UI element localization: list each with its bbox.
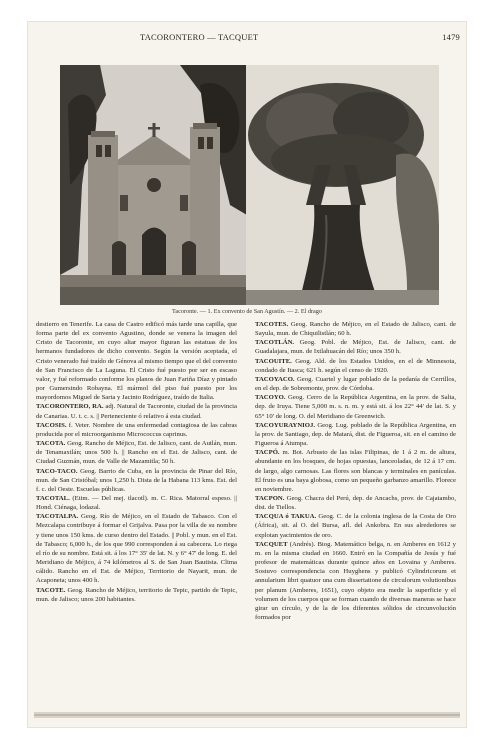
entry-headword: TACOUITE. (255, 357, 292, 365)
text-column-left (36, 320, 237, 692)
right-column-entry (255, 494, 456, 512)
entry-text: Geog. Cuartel y lugar poblado de la pedanía de Cerrillos, en el dep. de Sobremonte, prov. de Córdoba. (255, 375, 456, 393)
entry-text: Geog. Barrio de Cuba, en la provincia de Pinar del Río, mun. de San Cristóbal; unos 1,250 h. Dista de la Habana 113 kms. Est. del f. c. del Oeste. Escuelas públicas. (36, 467, 237, 493)
left-column-entry (36, 586, 237, 604)
entry-text: Geog. Rancho de Méjico, en el Estado de Jalisco, cant. de Sayula, mun. de Chiquilistlán; 60 h. (255, 321, 456, 338)
entry-text: (Etim. — Del mej. tlacotl). m. C. Rica. Matorral espeso. || Hond. Ciénaga, lodazal. (36, 494, 237, 512)
entry-headword: TACPON. (255, 494, 285, 502)
entry-text: (Andrés). Biog. Matemático belga, n. en Amberes en 1612 y m. en la misma ciudad en 1660. Entró en la Compañía de Jesús y fué profesor de matemáticas durante quince años en Lovaina y Amberes. Sostuvo correspondencia con Huyghens y publicó Cylindricorum et annularium libri quatuor una cum dissertatione de circulorum volutionibus per planum (Amberes, 1651), cuyo objeto era medir la superficie y el volumen de los cuerpos que se forman cuando de diversas maneras se hace girar un círculo, y de la de los diferentes sólidos de circunvolución formados por (255, 540, 456, 621)
entry-text: Geog. Chacra del Perú, dep. de Ancachs, prov. de Cajatambo, dist. de Tiellos. (255, 494, 456, 512)
left-column-entry (36, 467, 237, 494)
entry-headword: TACPÓ. (255, 449, 280, 457)
entry-text: Geog. Pobl. de Méjico, Est. de Jalisco, cant. de Guadalajara, mun. de Ixtlahuacán del Río; unos 350 h. (255, 339, 456, 356)
figure-caption: Tacoronte. — 1. Ex convento de San Agustín. — 2. El drago (172, 308, 322, 315)
entry-text: adj. Natural de Tacoronte, ciudad de la provincia de Canarias. U. t. c. s. || Perteneciente ó relativo á esta ciudad. (36, 403, 237, 420)
right-column-entry (255, 320, 456, 338)
entry-headword: TACOYURAYNIOJ. (255, 421, 316, 429)
page-number: 1479 (442, 32, 460, 42)
entry-text: Geog. Rancho de Méjico, Est. de Jalisco, cant. de Autlán, mun. de Tenamaxtlán; unos 500 h. || Rancho en el Est. de Jalisco, cant. de Ciudad Guzmán, mun. de Valle de Mazamitla; 50 h. (36, 440, 237, 466)
entry-headword: TACQUET (255, 540, 288, 548)
left-column-entry (36, 512, 237, 585)
photo-dragon-tree (246, 65, 439, 305)
entry-headword: TACQUA ó TAKUA. (255, 513, 317, 521)
ornament-band (34, 711, 460, 719)
entry-headword: TACOTAL. (36, 494, 70, 502)
entry-headword: TACOYACO. (255, 375, 295, 383)
left-column-entry (36, 421, 237, 439)
right-column-entry (255, 512, 456, 539)
entry-headword: TACOTA. (36, 440, 66, 448)
entry-headword: TACOTLÁN. (255, 339, 295, 347)
entry-headword: TACOTES. (255, 321, 289, 328)
entry-text: Geog. Río de Méjico, en el Estado de Tabasco. Con el Mezcalapa contribuye á formar el Grijalva. Pasa por la villa de su nombre y tiene unos 150 kms. de curso dentro del Estado. || Pobl. y mun. en el Est. de Tabasco; 6,000 h., de los que 990 corresponden á su cabecera. Lo riega el río de su nombre. Está sit. á los 17° 35' de lat. N. y 6° 47' de long. E. del Meridiano de Méjico, á 74 kilómetros al S. de San Juan Bautista. Clima cálido. Rancho en el Est. de Méjico, Territorio de Nayarit, mun. de Acaponeta; unos 400 h. (36, 513, 237, 585)
header-title: TACORONTERO — TACQUET (140, 32, 259, 42)
entry-text: Geog. Ald. de los Estados Unidos, en el de Minnesota, condado de Itasca; 621 h. según el censo de 1920. (255, 357, 456, 374)
entry-headword: TACOTE. (36, 586, 66, 594)
right-column-entry (255, 393, 456, 420)
entry-headword: TACOSIS. (36, 421, 67, 429)
book-page (28, 22, 466, 727)
entry-text: f. Veter. Nombre de una enfermedad contagiosa de las cabras producida por el microorganismo Micrococcus caprinus. (36, 421, 237, 438)
left-column-entry (36, 402, 237, 420)
right-column-entry (255, 375, 456, 393)
right-column-entry (255, 448, 456, 494)
entry-text: Geog. C. de la colonia inglesa de la Costa de Oro (África), sit. al O. del Bursa, afl. del Ankobra. En sus alrededores se explotan yacimientos de oro. (255, 513, 456, 539)
left-column-entry (36, 439, 237, 466)
entry-text: Geog. Cerro de la República Argentina, en la prov. de Salta, dep. de Iruya. Tiene 5,000 m. s. n. m. y está sit. á los 22° 44' de lat. S. y 65° 10' de long. O. del Meridiano de Greenwich. (255, 394, 456, 420)
entry-headword: TACOYO. (255, 394, 286, 402)
entry-text: m. Bot. Arbusto de las islas Filipinas, de 1 á 2 m. de altura, abundante en los bosques, de hojas opuestas, lanceoladas, de 12 á 17 cm. de largo, algo carnosas. Las flores son blancas y terminales en panículas. El fruto es una baya globosa, como un pequeño garbanzo amarillo. Florece en noviembre. (255, 449, 456, 493)
right-column-entry (255, 540, 456, 622)
convent-illustration (60, 65, 247, 305)
dragon-tree-illustration (246, 65, 439, 305)
running-header (28, 32, 466, 46)
right-column-entry (255, 357, 456, 375)
entry-headword: TACO-TACO. (36, 467, 78, 475)
entry-headword: TACORONTERO, RA. (36, 403, 104, 411)
right-column-entry (255, 338, 456, 356)
entry-text: Geog. Lug. poblado de la República Argentina, en la prov. de Santiago, dep. de Matará, dist. de Figueroa, sit. en el camino de Figueroa á Atumpa. (255, 421, 456, 448)
right-column-entry (255, 421, 456, 448)
entry-headword: TACOTALPA. (36, 513, 79, 521)
photo-convent (60, 65, 247, 305)
left-column-entry (36, 320, 237, 402)
decorative-footer-band (34, 711, 460, 719)
text-column-right (255, 320, 456, 692)
entry-text: Geog. Rancho de Méjico, territorio de Tepic, partido de Tepic, mun. de Jalisco; unos 200 habitantes. (36, 586, 237, 603)
entry-text: destierro en Tenerife. La casa de Castro edificó más tarde una capilla, que forma parte del ex convento Agustino, donde se venera la imagen del Cristo de Tacoronte, en cuyo altar mayor figuran las estatuas de los hermanos fundadores de dicho convento. Según la versión aceptada, el Cristo venerado fué traído de Génova al mismo tiempo que el del convento de San Francisco de La Laguna. El Cristo fué puesto por ser en escaso valor, y fué reformado conforme los planos de Juan Fariña Díaz y pintado por Gumersindo Robayna. El mármol del piso fué puesto por los mayordomos Miguel de Sarta y Jacinto Rodríguez, traído de Italia. (36, 321, 237, 402)
left-column-entry (36, 494, 237, 512)
